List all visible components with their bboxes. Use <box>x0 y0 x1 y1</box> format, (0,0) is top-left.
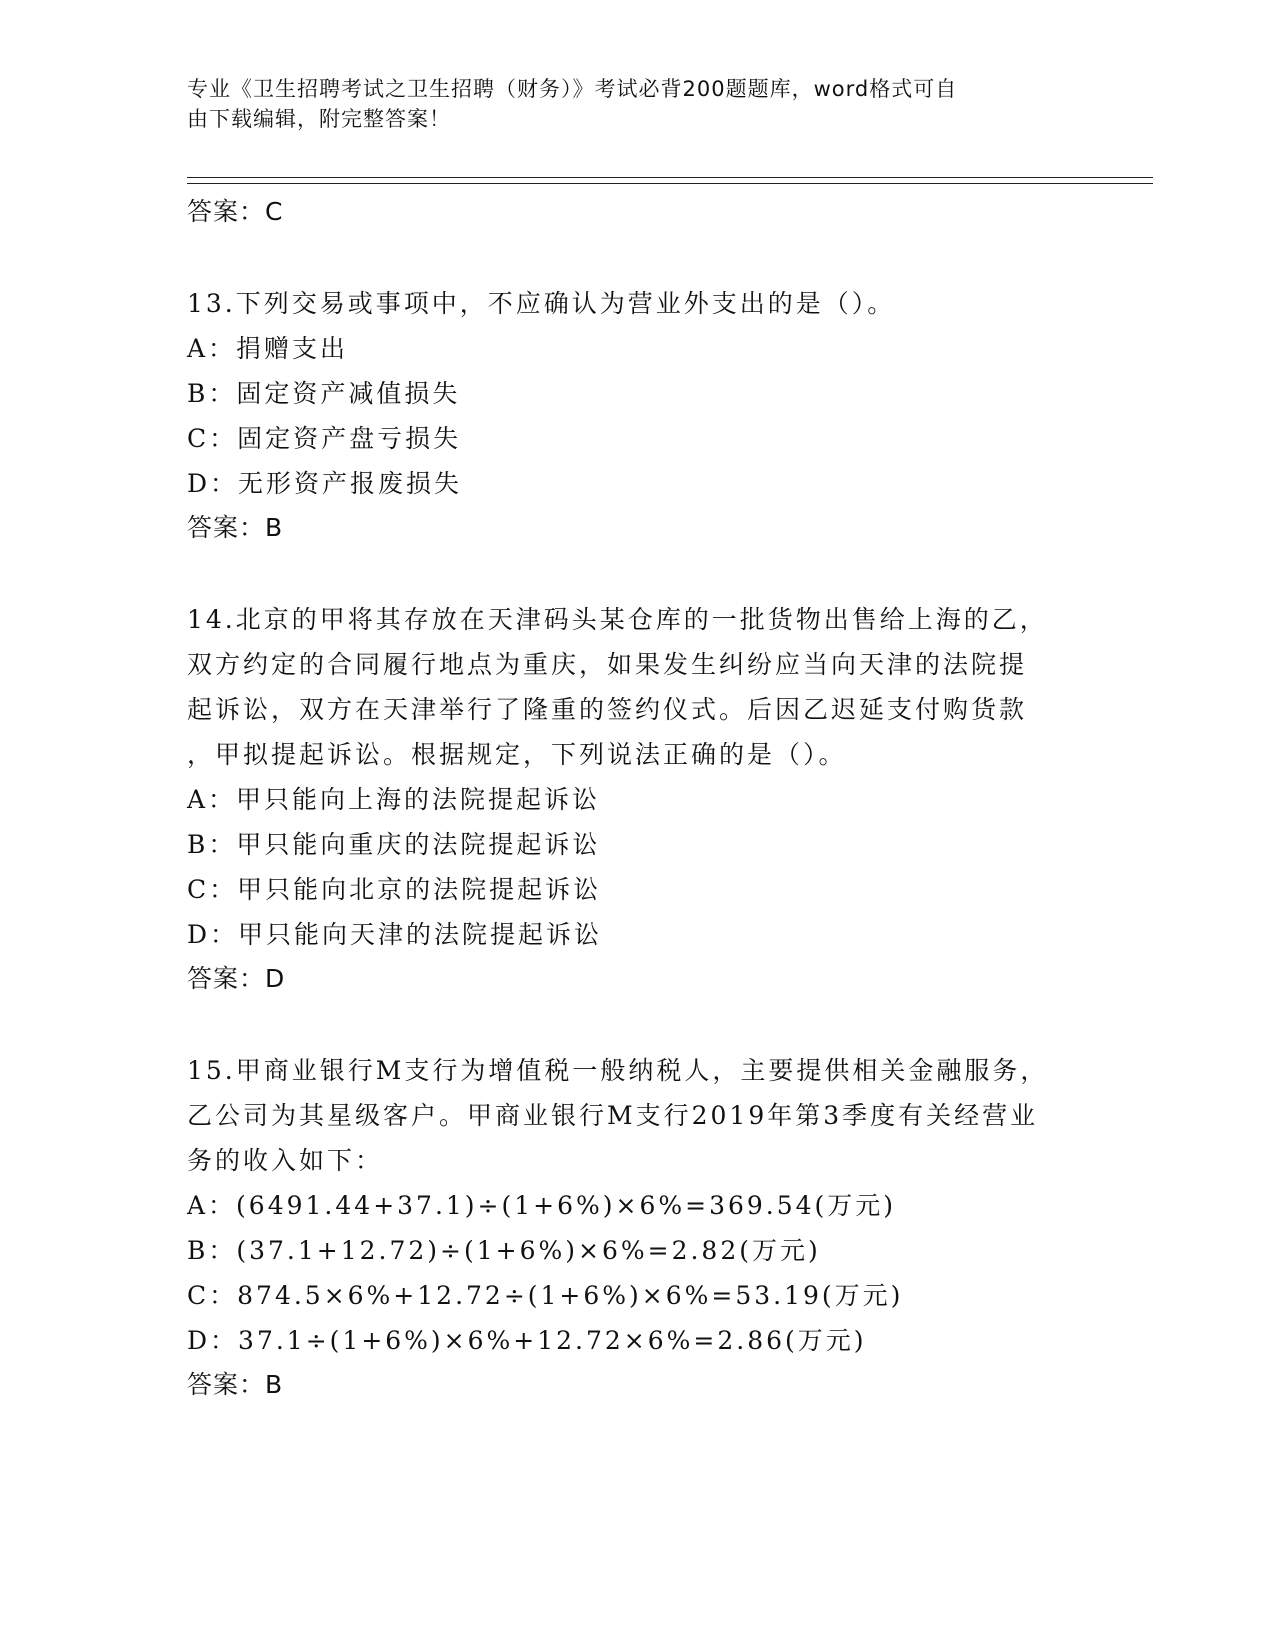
answer-label: 答案：B <box>187 513 284 542</box>
option-b: B：甲只能向重庆的法院提起诉讼 <box>187 830 601 859</box>
header-line-2: 由下载编辑，附完整答案！ <box>187 107 451 131</box>
question-text-line: 双方约定的合同履行地点为重庆，如果发生纠纷应当向天津的法院提 <box>187 650 1028 679</box>
option-d: D：甲只能向天津的法院提起诉讼 <box>187 920 603 949</box>
option-b: B：固定资产减值损失 <box>187 379 461 408</box>
answer-label: 答案：D <box>187 964 286 993</box>
spacer <box>187 550 1087 597</box>
option-b: B：(37.1+12.72)÷(1+6%)×6%=2.82(万元) <box>187 1236 821 1265</box>
question-13 <box>187 281 1087 550</box>
answer-label: 答案：C <box>187 197 284 226</box>
question-text-line: ，甲拟提起诉讼。根据规定，下列说法正确的是（）。 <box>187 740 847 769</box>
header-line-1: 专业《卫生招聘考试之卫生招聘（财务）》考试必背200题题库，word格式可自 <box>187 77 958 101</box>
question-15 <box>187 1048 1087 1407</box>
option-a: A：(6491.44+37.1)÷(1+6%)×6%=369.54(万元) <box>187 1191 897 1220</box>
header-divider-bottom <box>187 183 1153 184</box>
option-c: C：甲只能向北京的法院提起诉讼 <box>187 875 602 904</box>
document-header <box>187 74 1067 134</box>
option-a: A：甲只能向上海的法院提起诉讼 <box>187 785 601 814</box>
question-14 <box>187 597 1087 1001</box>
document-body <box>187 190 1087 1407</box>
header-divider-top <box>187 177 1153 178</box>
question-text-line: 起诉讼，双方在天津举行了隆重的签约仪式。后因乙迟延支付购货款 <box>187 695 1028 724</box>
question-text-line: 乙公司为其星级客户。甲商业银行M支行2019年第3季度有关经营业 <box>187 1101 1039 1130</box>
question-text-line: 务的收入如下： <box>187 1146 384 1175</box>
option-a: A：捐赠支出 <box>187 334 349 363</box>
option-c: C：固定资产盘亏损失 <box>187 424 462 453</box>
spacer <box>187 234 1087 281</box>
question-text-line: 14.北京的甲将其存放在天津码头某仓库的一批货物出售给上海的乙， <box>187 605 1048 634</box>
question-text-line: 13.下列交易或事项中，不应确认为营业外支出的是（）。 <box>187 289 896 318</box>
option-c: C：874.5×6%+12.72÷(1+6%)×6%=53.19(万元) <box>187 1281 904 1310</box>
spacer <box>187 1001 1087 1048</box>
answer-label: 答案：B <box>187 1370 284 1399</box>
option-d: D：37.1÷(1+6%)×6%+12.72×6%=2.86(万元) <box>187 1326 867 1355</box>
question-text-line: 15.甲商业银行M支行为增值税一般纳税人，主要提供相关金融服务， <box>187 1056 1049 1085</box>
option-d: D：无形资产报废损失 <box>187 469 463 498</box>
